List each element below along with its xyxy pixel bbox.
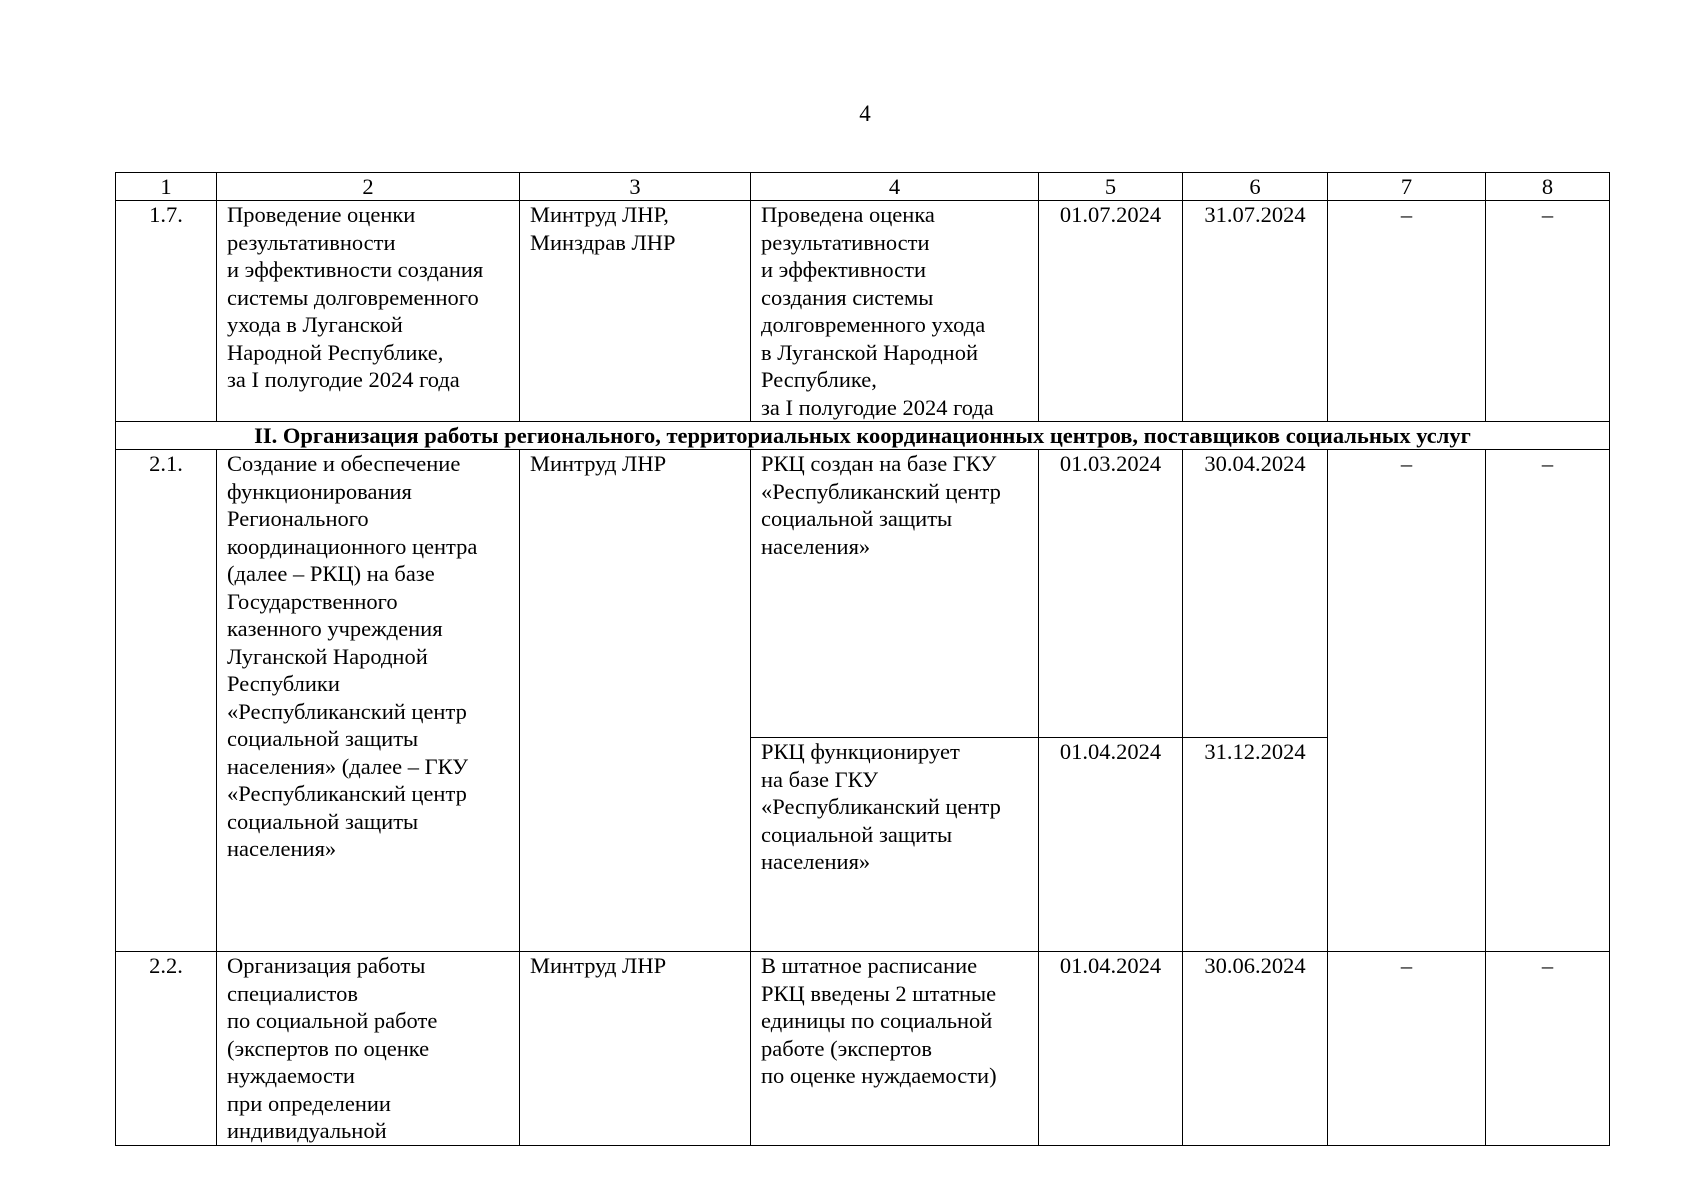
table-row — [116, 450, 1610, 738]
column-number-3: 3 — [520, 173, 751, 201]
expected-result: В штатное расписание РКЦ введены 2 штатные единицы по социальной работе (экспертов по оценке нуждаемости) — [751, 952, 1039, 1146]
expected-result: РКЦ создан на базе ГКУ «Республиканский центр социальной защиты населения» — [751, 450, 1039, 738]
column-number-6: 6 — [1183, 173, 1328, 201]
event-name: Проведение оценки результативности и эффективности создания системы долговременного ухода в Луганской Народной Республике, за I полугодие 2024 года — [217, 201, 520, 422]
row-number: 2.1. — [116, 450, 217, 952]
column-7-value: – — [1328, 952, 1486, 1146]
expected-result: РКЦ функционирует на базе ГКУ «Республиканский центр социальной защиты населения» — [751, 738, 1039, 952]
end-date: 31.07.2024 — [1183, 201, 1328, 422]
column-number-8: 8 — [1486, 173, 1610, 201]
start-date: 01.04.2024 — [1039, 738, 1183, 952]
action-plan-table — [115, 172, 1610, 1146]
table-row — [116, 952, 1610, 1146]
end-date: 30.06.2024 — [1183, 952, 1328, 1146]
end-date: 31.12.2024 — [1183, 738, 1328, 952]
responsible-executor: Минтруд ЛНР — [520, 450, 751, 952]
column-8-value: – — [1486, 952, 1610, 1146]
end-date: 30.04.2024 — [1183, 450, 1328, 738]
column-number-4: 4 — [751, 173, 1039, 201]
column-7-value: – — [1328, 201, 1486, 422]
column-number-7: 7 — [1328, 173, 1486, 201]
expected-result: Проведена оценка результативности и эффективности создания системы долговременного ухода в Луганской Народной Республике, за I полугодие 2024 года — [751, 201, 1039, 422]
event-name: Организация работы специалистов по социальной работе (экспертов по оценке нуждаемости при определении индивидуальной — [217, 952, 520, 1146]
section-heading: II. Организация работы регионального, территориальных координационных центров, поставщиков социальных услуг — [116, 422, 1610, 450]
column-number-5: 5 — [1039, 173, 1183, 201]
table-row — [116, 201, 1610, 422]
column-7-value: – — [1328, 450, 1486, 952]
column-8-value: – — [1486, 450, 1610, 952]
column-number-1: 1 — [116, 173, 217, 201]
start-date: 01.07.2024 — [1039, 201, 1183, 422]
responsible-executor: Минтруд ЛНР — [520, 952, 751, 1146]
event-name: Создание и обеспечение функционирования Регионального координационного центра (далее – РКЦ) на базе Государственного казенного учреждения Луганской Народной Республики «Республиканский центр социальной защиты населения» (далее – ГКУ «Республиканский центр социальной защиты населения» — [217, 450, 520, 952]
responsible-executor: Минтруд ЛНР, Минздрав ЛНР — [520, 201, 751, 422]
column-8-value: – — [1486, 201, 1610, 422]
start-date: 01.04.2024 — [1039, 952, 1183, 1146]
column-numbers-row — [116, 173, 1610, 201]
row-number: 2.2. — [116, 952, 217, 1146]
page-number: 4 — [859, 101, 871, 126]
column-number-2: 2 — [217, 173, 520, 201]
section-heading-row — [116, 422, 1610, 450]
start-date: 01.03.2024 — [1039, 450, 1183, 738]
row-number: 1.7. — [116, 201, 217, 422]
